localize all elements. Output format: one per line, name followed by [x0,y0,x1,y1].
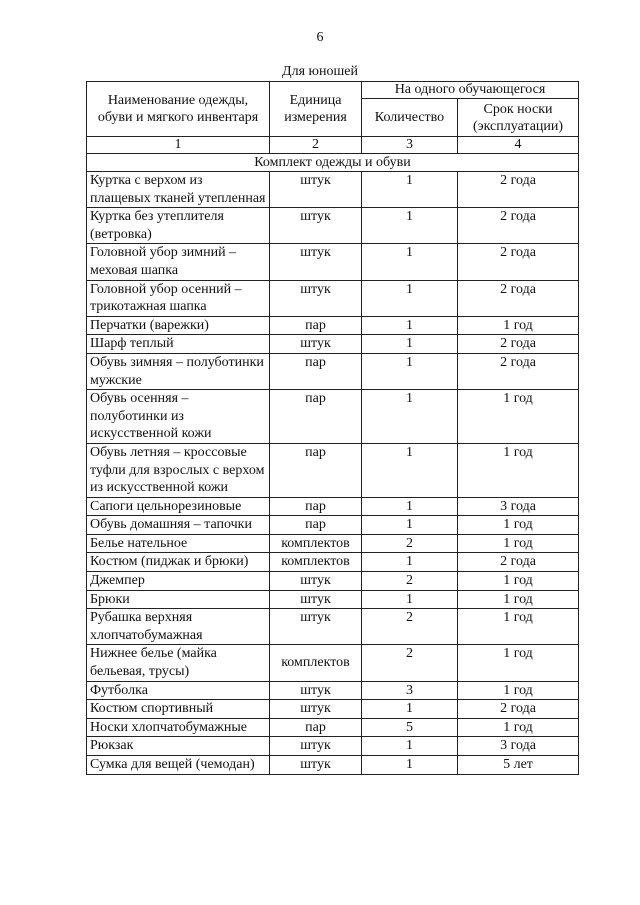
item-term: 1 год [458,645,579,681]
item-term: 1 год [458,316,579,335]
item-unit: штук [270,244,362,280]
item-term: 1 год [458,590,579,609]
item-qty: 1 [362,335,458,354]
item-name: Костюм (пиджак и брюки) [87,553,270,572]
item-qty: 1 [362,756,458,775]
column-number: 3 [362,137,458,154]
item-name: Сумка для вещей (чемодан) [87,756,270,775]
item-term: 2 года [458,172,579,208]
item-qty: 1 [362,443,458,497]
item-term: 1 год [458,443,579,497]
table-row [87,737,579,756]
table-row [87,172,579,208]
item-qty: 1 [362,172,458,208]
item-name: Обувь летняя – кроссовые туфли для взрослых с верхом из искусственной кожи [87,443,270,497]
item-unit: штук [270,590,362,609]
table-row [87,718,579,737]
item-qty: 3 [362,681,458,700]
item-qty: 2 [362,645,458,681]
table-row [87,208,579,244]
header-qty: Количество [362,99,458,137]
item-unit: пар [270,316,362,335]
table-row [87,609,579,645]
item-qty: 2 [362,609,458,645]
item-term: 2 года [458,553,579,572]
item-unit: штук [270,280,362,316]
table-row [87,497,579,516]
item-name: Брюки [87,590,270,609]
item-name: Куртка с верхом из плащевых тканей утепленная [87,172,270,208]
item-name: Обувь домашняя – тапочки [87,516,270,535]
item-name: Обувь осенняя – полуботинки из искусственной кожи [87,390,270,444]
item-unit: пар [270,353,362,389]
item-name: Головной убор зимний – меховая шапка [87,244,270,280]
item-name: Джемпер [87,572,270,591]
table-row [87,335,579,354]
header-name: Наименование одежды, обуви и мягкого инвентаря [87,82,270,137]
item-term: 1 год [458,390,579,444]
page-number: 6 [316,30,324,45]
item-term: 2 года [458,280,579,316]
item-term: 1 год [458,718,579,737]
item-unit: пар [270,390,362,444]
item-term: 1 год [458,534,579,553]
item-name: Головной убор осенний – трикотажная шапка [87,280,270,316]
table-row [87,516,579,535]
table-row [87,244,579,280]
item-name: Куртка без утеплителя (ветровка) [87,208,270,244]
item-unit: штук [270,681,362,700]
section-row [87,154,579,172]
item-qty: 1 [362,390,458,444]
item-unit: пар [270,443,362,497]
item-unit: штук [270,737,362,756]
item-qty: 1 [362,353,458,389]
item-term: 5 лет [458,756,579,775]
item-term: 2 года [458,700,579,719]
item-qty: 2 [362,534,458,553]
item-name: Обувь зимняя – полуботинки мужские [87,353,270,389]
item-name: Костюм спортивный [87,700,270,719]
item-name: Шарф теплый [87,335,270,354]
item-qty: 2 [362,572,458,591]
item-unit: комплектов [270,534,362,553]
item-term: 1 год [458,681,579,700]
header-term: Срок носки (эксплуатации) [458,99,579,137]
item-unit: штук [270,172,362,208]
item-name: Сапоги цельнорезиновые [87,497,270,516]
item-unit: штук [270,208,362,244]
item-qty: 5 [362,718,458,737]
table-row [87,645,579,681]
table-row [87,572,579,591]
item-unit: штук [270,756,362,775]
item-term: 2 года [458,244,579,280]
item-qty: 1 [362,316,458,335]
item-unit: штук [270,609,362,645]
table-row [87,534,579,553]
item-term: 1 год [458,516,579,535]
section-title: Комплект одежды и обуви [87,154,579,172]
item-unit: пар [270,497,362,516]
item-unit: штук [270,700,362,719]
item-qty: 1 [362,516,458,535]
table-row [87,700,579,719]
item-term: 1 год [458,572,579,591]
item-qty: 1 [362,590,458,609]
table-caption: Для юношей [282,64,358,79]
column-number: 4 [458,137,579,154]
table-row [87,756,579,775]
table-row [87,353,579,389]
table-row [87,443,579,497]
item-qty: 1 [362,497,458,516]
item-name: Рубашка верхняя хлопчатобумажная [87,609,270,645]
item-qty: 1 [362,700,458,719]
item-name: Перчатки (варежки) [87,316,270,335]
item-name: Носки хлопчатобумажные [87,718,270,737]
table-row [87,681,579,700]
table-row [87,316,579,335]
table-row [87,390,579,444]
item-unit: штук [270,335,362,354]
item-name: Футболка [87,681,270,700]
item-unit: комплектов [270,645,362,681]
item-qty: 1 [362,553,458,572]
item-name: Рюкзак [87,737,270,756]
item-qty: 1 [362,208,458,244]
column-number: 1 [87,137,270,154]
item-qty: 1 [362,737,458,756]
item-qty: 1 [362,244,458,280]
header-row [87,82,579,99]
header-group: На одного обучающегося [362,82,579,99]
item-term: 3 года [458,497,579,516]
item-term: 2 года [458,335,579,354]
table-row [87,590,579,609]
item-term: 3 года [458,737,579,756]
clothing-table [86,81,579,775]
item-unit: пар [270,718,362,737]
item-unit: комплектов [270,553,362,572]
item-unit: пар [270,516,362,535]
header-unit: Единица измерения [270,82,362,137]
table-row [87,280,579,316]
item-term: 2 года [458,208,579,244]
item-name: Белье нательное [87,534,270,553]
column-number: 2 [270,137,362,154]
item-unit: штук [270,572,362,591]
item-term: 1 год [458,609,579,645]
item-name: Нижнее белье (майка бельевая, трусы) [87,645,270,681]
column-numbers-row [87,137,579,154]
item-term: 2 года [458,353,579,389]
item-qty: 1 [362,280,458,316]
table-row [87,553,579,572]
